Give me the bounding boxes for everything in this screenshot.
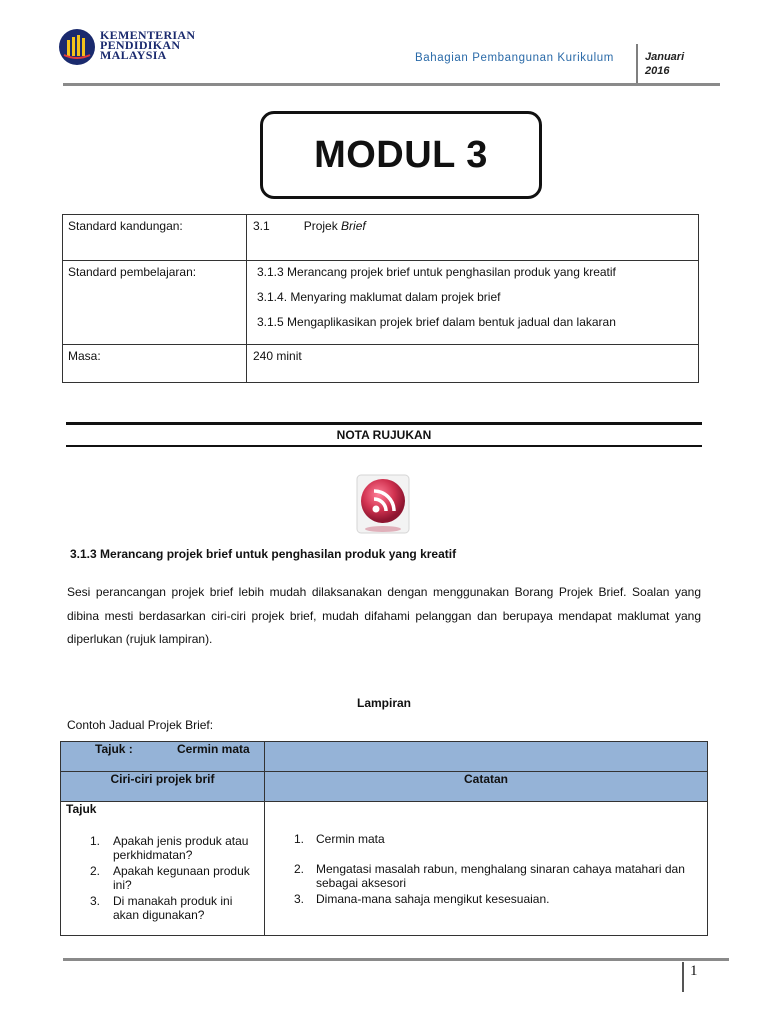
project-brief-table: [60, 741, 708, 936]
footer-divider: [682, 962, 684, 992]
rss-feed-icon: [356, 474, 410, 534]
list-item: [294, 862, 686, 890]
division-name: Bahagian Pembangunan Kurikulum: [415, 52, 614, 64]
table-row: [61, 802, 708, 936]
tajuk-value: Cermin mata: [177, 742, 250, 756]
footer-rule: [63, 958, 729, 961]
nota-bottom-rule: [66, 445, 702, 447]
list-number: 3.: [90, 894, 101, 908]
ministry-name: [100, 30, 195, 60]
answer-text: Dimana-mana sahaja mengikut kesesuaian.: [316, 892, 550, 906]
list-item: [90, 894, 261, 922]
time-label: Masa:: [63, 345, 247, 383]
logo-line: PENDIDIKAN: [100, 38, 181, 52]
learning-standard-label: Standard pembelajaran:: [63, 261, 247, 345]
list-item: [294, 892, 686, 906]
col1-header: [61, 772, 265, 802]
table-row: [63, 215, 699, 261]
time-value: 240 minit: [247, 345, 699, 383]
table-row: [63, 261, 699, 345]
answer-list: [265, 832, 686, 906]
list-number: 1.: [90, 834, 101, 848]
table-row: [63, 345, 699, 383]
questions-cell: [61, 802, 265, 936]
section-heading: 3.1.3 Merancang projek brief untuk penghasilan produk yang kreatif: [70, 547, 457, 561]
content-standard-italic: Brief: [341, 219, 366, 233]
example-caption: Contoh Jadual Projek Brief:: [67, 718, 214, 732]
content-standard-text: Projek: [303, 219, 342, 233]
ministry-logo: [58, 28, 198, 68]
nota-top-rule: [66, 422, 702, 425]
table-row: [61, 742, 708, 772]
lampiran-heading: Lampiran: [356, 696, 411, 710]
standards-table: [62, 214, 699, 383]
date-month: Januari: [645, 51, 685, 63]
tajuk-value-cell: [177, 742, 708, 772]
learning-standard-item: 3.1.5 Mengaplikasikan projek brief dalam bentuk jadual dan lakaran: [257, 315, 616, 329]
col2-header: [265, 772, 708, 802]
list-number: 2.: [90, 864, 101, 878]
list-number: 1.: [294, 832, 305, 846]
date-year: 2016: [645, 65, 670, 77]
content-standard-number: 3.1: [253, 219, 270, 233]
list-item: [90, 834, 261, 862]
list-number: 2.: [294, 862, 305, 876]
header-divider: [636, 44, 638, 84]
header-date: [645, 50, 684, 78]
list-number: 3.: [294, 892, 305, 906]
header-rule: [63, 83, 720, 86]
logo-line: MALAYSIA: [100, 48, 167, 62]
tajuk-label: Tajuk :: [95, 742, 133, 756]
content-standard-label: Standard kandungan:: [63, 215, 247, 261]
col1-header-label: Ciri-ciri projek brif: [110, 772, 215, 786]
row-title: Tajuk: [66, 802, 97, 816]
answer-text: Cermin mata: [316, 832, 385, 846]
list-item: [294, 832, 686, 846]
question-list: [66, 834, 261, 922]
learning-standard-item: 3.1.3 Merancang projek brief untuk penghasilan produk yang kreatif: [257, 265, 616, 279]
content-standard-value: [247, 215, 699, 261]
section-paragraph: Sesi perancangan projek brief lebih mudah dilaksanakan dengan menggunakan Borang Projek Brief. Soalan yang dibina mesti berdasarkan ciri-ciri projek brief, mudah difahami pelanggan dan berupaya mendapat maklumat yang diperlukan (rujuk lampiran).: [67, 585, 701, 646]
nota-rujukan-heading: NOTA RUJUKAN: [336, 428, 432, 442]
question-text: Apakah jenis produk atau perkhidmatan?: [113, 834, 249, 862]
table-row: [61, 772, 708, 802]
list-item: [90, 864, 261, 892]
col2-header-label: Catatan: [463, 772, 508, 786]
answers-cell: [265, 802, 708, 936]
learning-standard-item: 3.1.4. Menyaring maklumat dalam projek brief: [257, 290, 501, 304]
question-text: Di manakah produk ini akan digunakan?: [113, 894, 233, 922]
answer-text: Mengatasi masalah rabun, menghalang sinaran cahaya matahari dan sebagai aksesori: [316, 862, 685, 890]
module-title-box: [260, 111, 542, 199]
module-title: MODUL 3: [314, 133, 488, 176]
page-number: 1: [690, 963, 698, 979]
ministry-emblem-icon: [58, 28, 96, 66]
logo-line: KEMENTERIAN: [100, 28, 196, 42]
learning-standard-list: [247, 261, 699, 345]
question-text: Apakah kegunaan produk ini?: [113, 864, 250, 892]
